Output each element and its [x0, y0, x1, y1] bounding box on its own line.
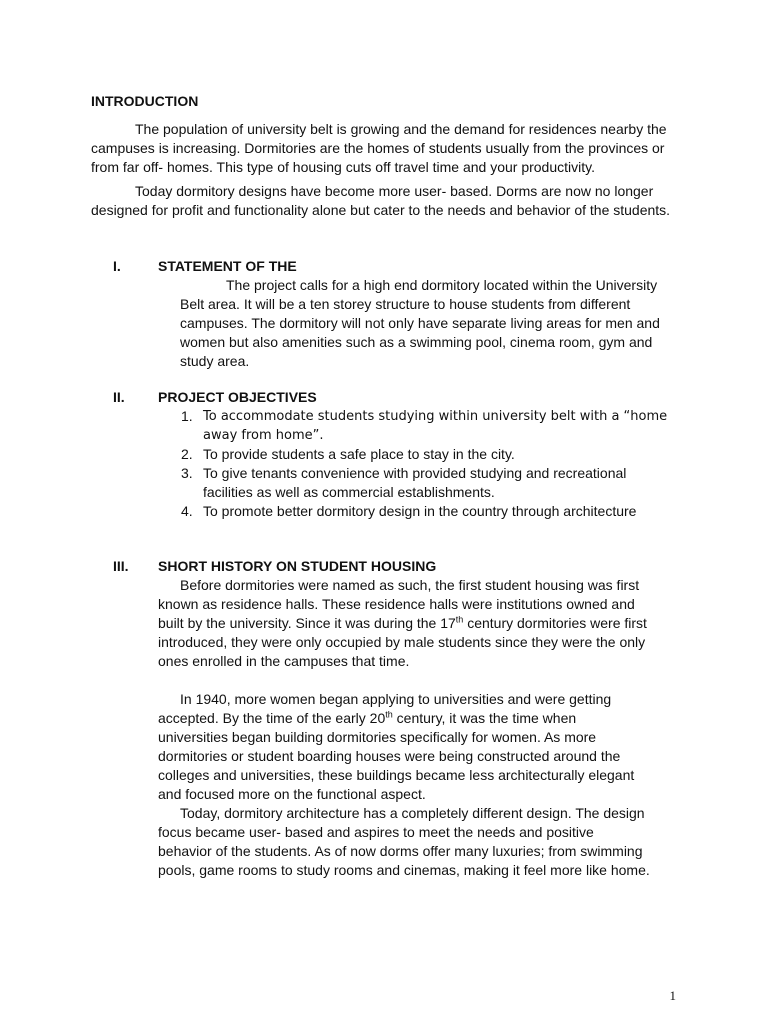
history-p2-part-b: century, it was the time when universities began building dormitories specifically for women. As more dormitories or student boarding houses were being constructed around the colleges and universities, these buildings became less architecturally elegant and focused more on the functional aspect.: [158, 710, 635, 802]
history-p2-part-a: In 1940, more women began applying to universities and were getting accepted. By the time of the early 20: [158, 691, 612, 726]
history-paragraph-3: [158, 804, 650, 880]
history-p3-text: Today, dormitory architecture has a completely different design. The design focus became user- based and aspires to meet the needs and positive behavior of the students. As of now dorms offer many luxuries; from swimming pools, game rooms to study rooms and cinemas, making it feel more like home.: [158, 805, 650, 878]
section-2-numeral: II.: [113, 389, 125, 405]
section-1-numeral: I.: [113, 258, 121, 274]
page-number: 1: [669, 988, 676, 1003]
objective-item-4: [181, 502, 671, 521]
objective-text: To give tenants convenience with provided studying and recreational facilities as well as commercial establishments.: [203, 465, 627, 500]
section-2-heading: PROJECT OBJECTIVES: [158, 389, 317, 405]
objective-number: 3.: [181, 465, 193, 481]
objective-text: To provide students a safe place to stay in the city.: [203, 446, 515, 462]
section-3-numeral: III.: [113, 558, 129, 574]
objective-item-2: [181, 445, 671, 464]
objective-text: To promote better dormitory design in the country through architecture: [203, 503, 637, 519]
section-3-heading: SHORT HISTORY ON STUDENT HOUSING: [158, 558, 437, 574]
objective-number: 1.: [181, 408, 193, 424]
objective-item-3: [181, 464, 671, 502]
section-1-text-body: The project calls for a high end dormitory located within the University Belt area. It will be a ten storey structure to house students from different campuses. The dormitory will not only have separate living areas for men and women but also amenities such as a swimming pool, cinema room, gym and study area.: [180, 277, 660, 369]
objectives-list: [181, 407, 671, 521]
introduction-paragraph-1: The population of university belt is growing and the demand for residences nearby the campuses is increasing. Dormitories are the homes of students usually from the provinces or from far off- homes. This type of housing cuts off travel time and your productivity.: [91, 121, 667, 175]
history-paragraph-1: [158, 576, 650, 671]
objective-number: 2.: [181, 446, 193, 462]
objective-item-1: [181, 407, 671, 445]
history-p1-superscript: th: [455, 614, 464, 625]
objective-text: To accommodate students studying within university belt with a “home away from home”.: [203, 409, 668, 443]
history-p1-part-b: century dormitories were first introduced, they were only occupied by male students since they were the only ones enrolled in the campuses that time.: [158, 615, 647, 669]
introduction-paragraph-2: Today dormitory designs have become more user- based. Dorms are now no longer designed for profit and functionality alone but cater to the needs and behavior of the students.: [91, 183, 671, 218]
history-paragraph-2: [158, 690, 650, 804]
section-1-text: [180, 276, 670, 371]
section-1-heading: STATEMENT OF THE: [158, 258, 297, 274]
history-p1-part-a: Before dormitories were named as such, the first student housing was first known as residence halls. These residence halls were institutions owned and built by the university. Since it was during the 17: [158, 577, 640, 631]
objective-number: 4.: [181, 503, 193, 519]
introduction-heading: INTRODUCTION: [91, 93, 199, 109]
history-p2-superscript: th: [385, 709, 393, 720]
